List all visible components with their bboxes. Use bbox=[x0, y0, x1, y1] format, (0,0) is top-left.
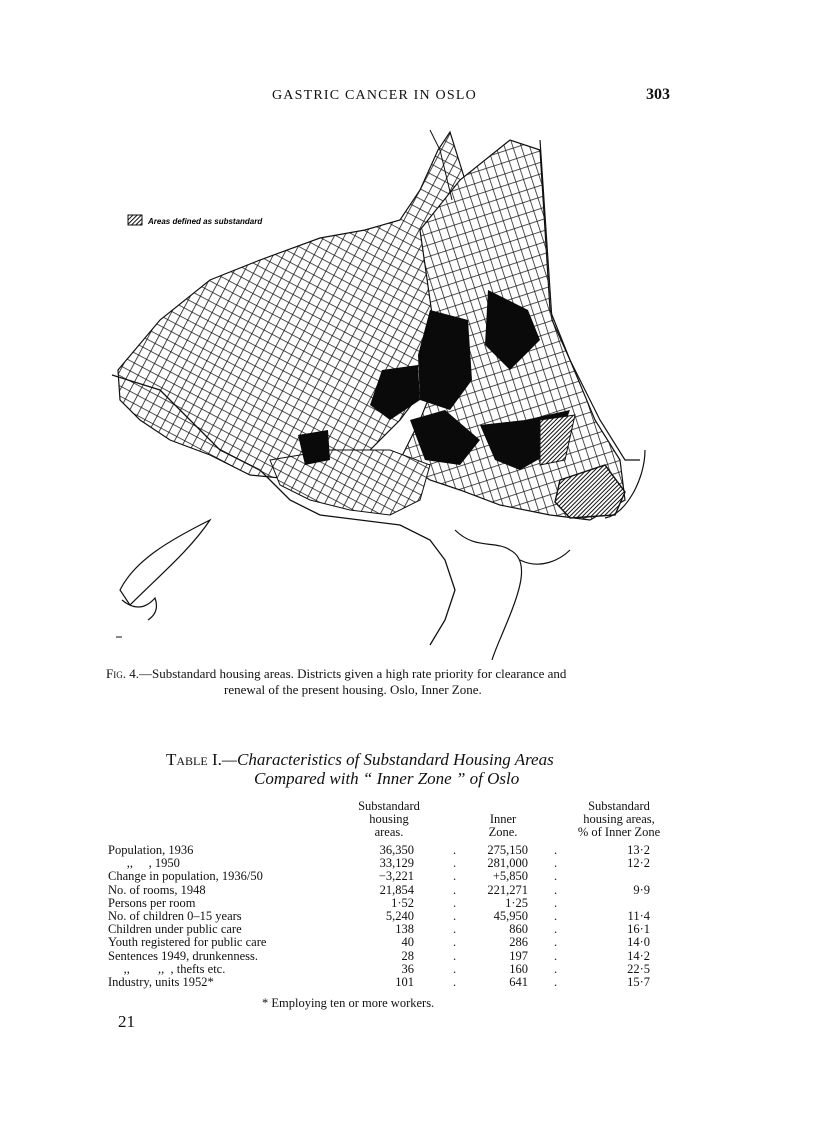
leader-dot: . bbox=[453, 869, 457, 884]
leader-dot: . bbox=[554, 895, 558, 910]
cell-inner-zone: 1·25 bbox=[505, 895, 528, 910]
page-number: 303 bbox=[646, 86, 670, 103]
row-label: ,, , 1950 bbox=[108, 856, 180, 871]
figure-caption-label: Fig. 4. bbox=[106, 666, 139, 681]
leader-dot: . bbox=[453, 935, 457, 950]
cell-percent: 14·0 bbox=[627, 935, 650, 950]
signature-mark: 21 bbox=[118, 1012, 135, 1031]
cell-percent: 15·7 bbox=[627, 975, 650, 989]
leader-dot: . bbox=[554, 975, 558, 989]
leader-dot: . bbox=[554, 909, 558, 923]
leader-dot: . bbox=[554, 882, 558, 897]
row-label: Children under public care bbox=[108, 922, 242, 937]
cell-inner-zone: 275,150 bbox=[487, 843, 528, 857]
cell-substandard: 138 bbox=[395, 922, 414, 937]
row-label: Persons per room bbox=[108, 895, 196, 910]
cell-substandard: 36,350 bbox=[379, 843, 414, 857]
leader-dot: . bbox=[453, 909, 457, 923]
leader-dot: . bbox=[453, 843, 457, 857]
table-row bbox=[108, 923, 678, 936]
column-header-percent bbox=[554, 800, 684, 839]
cell-percent: 11·4 bbox=[627, 909, 650, 923]
cell-substandard: 5,240 bbox=[385, 909, 414, 923]
column-header-substandard bbox=[334, 800, 444, 839]
table-row bbox=[108, 870, 678, 883]
cell-inner-zone: 281,000 bbox=[487, 856, 528, 871]
row-label: Population, 1936 bbox=[108, 843, 194, 857]
cell-substandard: 33,129 bbox=[379, 856, 414, 871]
cell-substandard: 40 bbox=[401, 935, 414, 950]
column-header-line: Zone. bbox=[488, 825, 518, 839]
figure-caption-text-2: renewal of the present housing. Oslo, Inner Zone. bbox=[224, 682, 482, 697]
cell-substandard: 1·52 bbox=[391, 895, 414, 910]
cell-inner-zone: 221,271 bbox=[487, 882, 528, 897]
leader-dot: . bbox=[453, 895, 457, 910]
row-label: ,, ,, , thefts etc. bbox=[108, 961, 226, 976]
leader-dot: . bbox=[554, 843, 558, 857]
leader-dot: . bbox=[554, 869, 558, 884]
column-header-line: housing areas, bbox=[583, 812, 655, 826]
map-coast-island-1 bbox=[120, 520, 210, 605]
column-header-line: Substandard bbox=[588, 799, 650, 813]
map-river bbox=[455, 530, 522, 660]
table-footnote: * Employing ten or more workers. bbox=[262, 996, 435, 1010]
table-row bbox=[108, 976, 678, 989]
map-city-south bbox=[270, 450, 430, 515]
legend-hatch-swatch bbox=[128, 215, 142, 225]
cell-inner-zone: 45,950 bbox=[493, 909, 528, 923]
cell-substandard: −3,221 bbox=[378, 869, 414, 884]
running-head: GASTRIC CANCER IN OSLO bbox=[272, 88, 477, 103]
leader-dot: . bbox=[554, 935, 558, 950]
map-legend bbox=[128, 215, 263, 226]
column-header-line: Substandard bbox=[358, 799, 420, 813]
cell-substandard: 101 bbox=[395, 975, 414, 989]
table-row bbox=[108, 950, 678, 963]
leader-dot: . bbox=[554, 948, 558, 963]
cell-inner-zone: +5,850 bbox=[492, 869, 528, 884]
leader-dot: . bbox=[554, 922, 558, 937]
cell-inner-zone: 197 bbox=[509, 948, 528, 963]
cell-inner-zone: 286 bbox=[509, 935, 528, 950]
row-label: Youth registered for public care bbox=[108, 935, 267, 950]
cell-inner-zone: 641 bbox=[509, 975, 528, 989]
leader-dot: . bbox=[453, 882, 457, 897]
row-label: Sentences 1949, drunkenness. bbox=[108, 948, 258, 963]
column-header-line: Inner bbox=[489, 812, 517, 826]
table-row bbox=[108, 857, 678, 870]
leader-dot: . bbox=[554, 961, 558, 976]
cell-inner-zone: 860 bbox=[509, 922, 528, 937]
cell-substandard: 36 bbox=[401, 961, 414, 976]
cell-substandard: 21,854 bbox=[379, 882, 414, 897]
figure-caption bbox=[106, 666, 666, 698]
row-label: No. of rooms, 1948 bbox=[108, 882, 206, 897]
cell-percent: 12·2 bbox=[627, 856, 650, 871]
column-header-line: % of Inner Zone bbox=[577, 825, 661, 839]
leader-dot: . bbox=[453, 975, 457, 989]
table-title-label: Table I. bbox=[166, 750, 222, 769]
leader-dot: . bbox=[453, 948, 457, 963]
column-header-line: areas. bbox=[374, 825, 404, 839]
column-header-inner-zone bbox=[458, 813, 548, 839]
table-row bbox=[108, 963, 678, 976]
cell-percent: 14·2 bbox=[627, 948, 650, 963]
leader-dot: . bbox=[453, 856, 457, 871]
row-label: Industry, units 1952* bbox=[108, 975, 214, 989]
legend-label: Areas defined as substandard bbox=[148, 217, 263, 226]
cell-inner-zone: 160 bbox=[509, 961, 528, 976]
cell-percent: 22·5 bbox=[627, 961, 650, 976]
table-row bbox=[108, 844, 678, 857]
table-row bbox=[108, 936, 678, 949]
column-header-line: housing bbox=[369, 812, 409, 826]
leader-dot: . bbox=[453, 961, 457, 976]
cell-percent: 13·2 bbox=[627, 843, 650, 857]
oslo-map-figure bbox=[100, 120, 660, 660]
cell-substandard: 28 bbox=[401, 948, 414, 963]
leader-dot: . bbox=[554, 856, 558, 871]
leader-dot: . bbox=[453, 922, 457, 937]
table-title-line-1: —Characteristics of Substandard Housing Areas bbox=[221, 750, 554, 769]
row-label: No. of children 0–15 years bbox=[108, 909, 242, 923]
table-title-line-2: Compared with “ Inner Zone ” of Oslo bbox=[254, 769, 520, 788]
row-label: Change in population, 1936/50 bbox=[108, 869, 263, 884]
table-row bbox=[108, 910, 678, 923]
table-row bbox=[108, 897, 678, 910]
table-title bbox=[166, 750, 554, 788]
table-row bbox=[108, 884, 678, 897]
map-river-2 bbox=[520, 550, 570, 564]
figure-caption-text-1: —Substandard housing areas. Districts given a high rate priority for clearance and bbox=[138, 666, 567, 681]
cell-percent: 16·1 bbox=[627, 922, 650, 937]
cell-percent: 9·9 bbox=[633, 882, 650, 897]
